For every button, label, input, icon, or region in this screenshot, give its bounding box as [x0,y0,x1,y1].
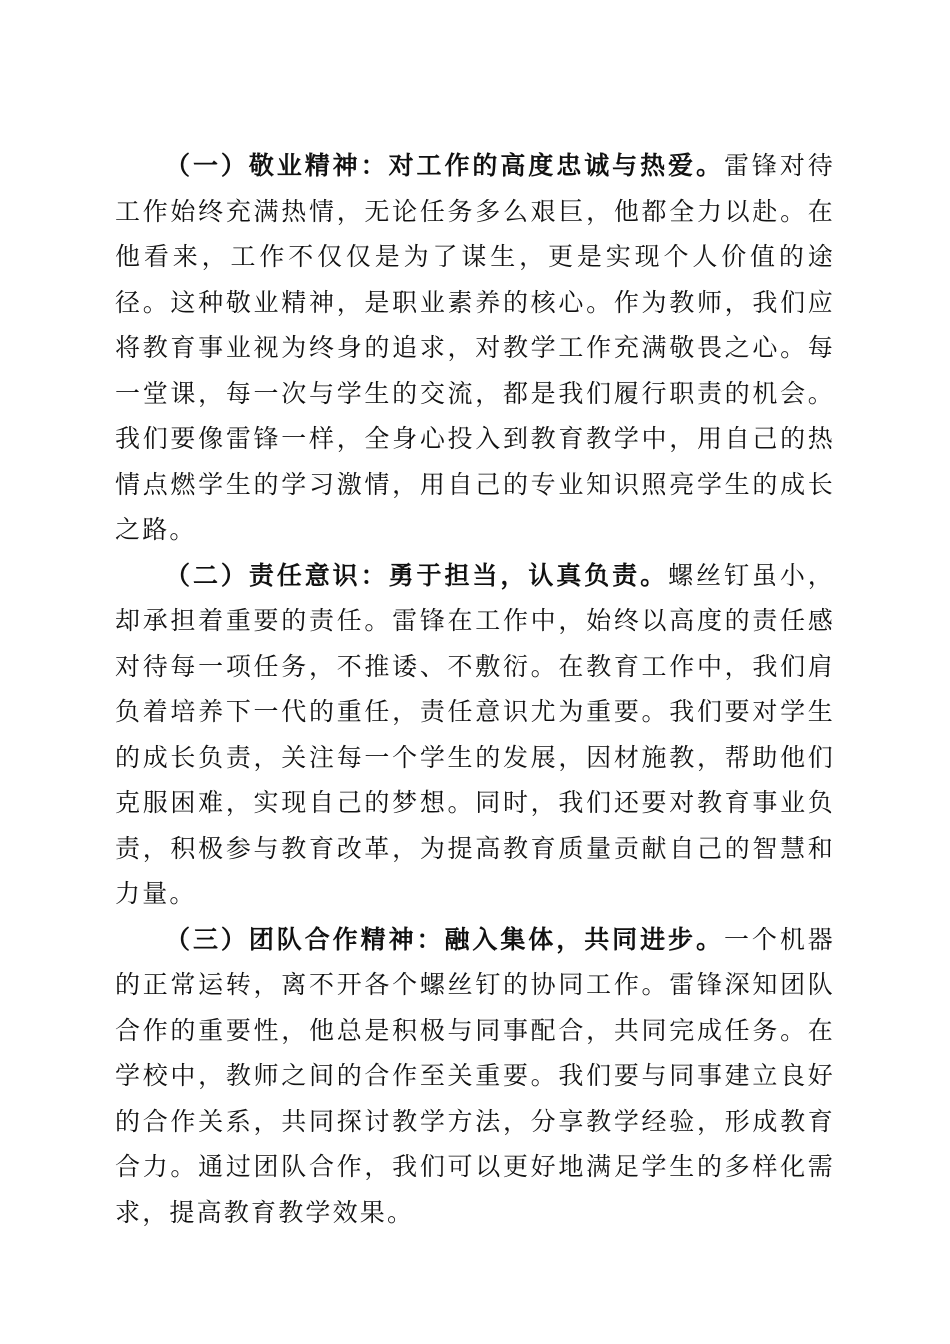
paragraph-body: 雷锋对待工作始终充满热情，无论任务多么艰巨，他都全力以赴。在他看来，工作不仅仅是为了谋生，更是实现个人价值的途径。这种敬业精神，是职业素养的核心。作为教师，我们应将教育事业视为终身的追求，对教学工作充满敬畏之心。每一堂课，每一次与学生的交流，都是我们履行职责的机会。我们要像雷锋一样，全身心投入到教育教学中，用自己的热情点燃学生的学习激情，用自己的专业知识照亮学生的成长之路。 [115,151,835,544]
paragraph-responsibility [115,553,835,917]
paragraph-heading: （三）团队合作精神：融入集体，共同进步。 [165,924,724,954]
document-page [115,143,835,1235]
paragraph-teamwork [115,917,835,1236]
paragraph-body: 一个机器的正常运转，离不开各个螺丝钉的协同工作。雷锋深知团队合作的重要性，他总是积极与同事配合，共同完成任务。在学校中，教师之间的合作至关重要。我们要与同事建立良好的合作关系，共同探讨教学方法，分享教学经验，形成教育合力。通过团队合作，我们可以更好地满足学生的多样化需求，提高教育教学效果。 [115,924,835,1227]
paragraph-dedication [115,143,835,553]
paragraph-body: 螺丝钉虽小，却承担着重要的责任。雷锋在工作中，始终以高度的责任感对待每一项任务，不推诿、不敷衍。在教育工作中，我们肩负着培养下一代的重任，责任意识尤为重要。我们要对学生的成长负责，关注每一个学生的发展，因材施教，帮助他们克服困难，实现自己的梦想。同时，我们还要对教育事业负责，积极参与教育改革，为提高教育质量贡献自己的智慧和力量。 [115,560,835,908]
paragraph-heading: （二）责任意识：勇于担当，认真负责。 [165,560,669,590]
paragraph-heading: （一）敬业精神：对工作的高度忠诚与热爱。 [165,151,724,180]
